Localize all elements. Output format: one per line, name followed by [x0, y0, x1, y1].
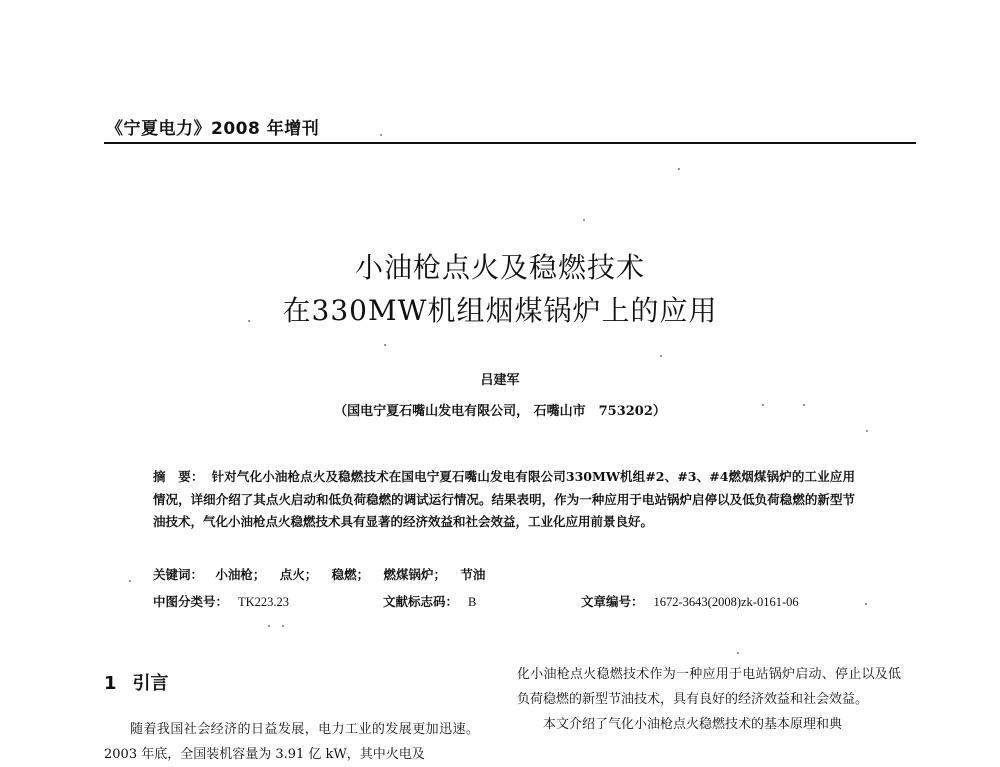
doc-code-value: B — [468, 595, 477, 609]
body-paragraph: 本文介绍了气化小油枪点火稳燃技术的基本原理和典 — [543, 717, 843, 732]
scan-speck — [803, 404, 805, 406]
article-number-value: 1672-3643(2008)zk-0161-06 — [653, 595, 799, 609]
scan-speck — [380, 134, 382, 136]
abstract-text: 针对气化小油枪点火及稳燃技术在国电宁夏石嘴山发电有限公司330MW机组#2、#3、#4燃烟煤锅炉的工业应用情况，详细介绍了其点火启动和低负荷稳燃的调试运行情况。结果表明，作为一种应用于电站锅炉启停以及低负荷稳燃的新型节油技术，气化小油枪点火稳燃技术具有显著的经济效益和社会效益，工业化应用前景良好。 — [153, 469, 855, 529]
body-paragraph: 随着我国社会经济的日益发展，电力工业的发展更加迅速。2003 年底，全国装机容量为 3.91 亿 kW，其中火电及 — [104, 722, 479, 762]
section-number: 1 — [104, 673, 117, 694]
right-column — [517, 662, 901, 737]
clc-label: 中图分类号： — [153, 594, 229, 609]
body-paragraph: 化小油枪点火稳燃技术作为一种应用于电站锅炉启动、停止以及低负荷稳燃的新型节油技术，具有良好的经济效益和社会效益。 — [517, 667, 901, 707]
scan-speck — [762, 404, 764, 406]
author-affiliation: （国电宁夏石嘴山发电有限公司， 石嘴山市 753202） — [334, 404, 666, 419]
scan-speck — [737, 652, 739, 654]
keywords-label: 关键词： — [153, 567, 204, 582]
keyword-item: 节油 — [460, 567, 486, 582]
scan-speck — [248, 320, 250, 322]
document-code — [383, 592, 476, 610]
keyword-item: 燃煤锅炉； — [383, 567, 447, 582]
scan-speck — [268, 625, 270, 627]
scan-speck — [384, 344, 386, 346]
paper-title-line-2: 在330MW机组烟煤锅炉上的应用 — [282, 294, 718, 327]
clc-number — [153, 592, 289, 610]
keyword-item: 稳燃； — [331, 567, 370, 582]
scan-speck — [866, 430, 868, 432]
scan-speck — [583, 219, 585, 221]
section-heading — [104, 669, 169, 695]
scan-speck — [865, 603, 867, 605]
scan-speck — [660, 355, 662, 357]
section-title: 引言 — [132, 673, 169, 694]
scan-speck — [129, 580, 131, 582]
abstract — [153, 466, 855, 534]
scan-speck — [678, 168, 680, 170]
keywords — [153, 565, 487, 583]
scan-speck — [282, 625, 284, 627]
article-number — [581, 592, 799, 610]
keyword-item: 小油枪； — [215, 567, 266, 582]
clc-value: TK223.23 — [238, 595, 290, 609]
keyword-item: 点火； — [279, 567, 318, 582]
doc-code-label: 文献标志码： — [383, 594, 459, 609]
journal-header: 《宁夏电力》2008 年增刊 — [106, 119, 320, 139]
article-number-label: 文章编号： — [581, 594, 644, 609]
abstract-label: 摘 要： — [153, 469, 204, 484]
header-rule — [104, 142, 916, 144]
paper-title-line-1: 小油枪点火及稳燃技术 — [354, 251, 645, 284]
author-name: 吕建军 — [480, 373, 520, 388]
